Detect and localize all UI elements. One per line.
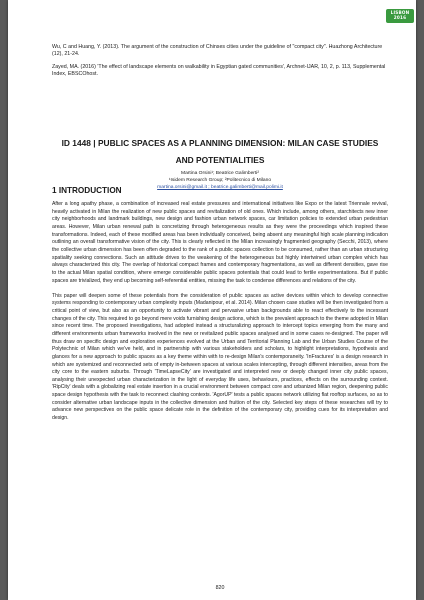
conference-logo <box>386 9 414 23</box>
author-names: Martina Orsini¹; Beatrice Galimberti² <box>181 171 259 176</box>
author-affiliations: ¹Isidem Research Group; ²Politecnico di Milano <box>168 177 272 183</box>
section-heading: 1 INTRODUCTION <box>52 186 122 195</box>
paper-page <box>8 0 416 600</box>
page-number: 820 <box>215 585 225 591</box>
reference-item: Zayed, MA. (2016) 'The effect of landscape elements on walkability in Egyptian gated communities', Archnet-IJAR, 10, 2, p. 113, Supplemental Index, EBSCOhost. <box>52 63 386 78</box>
reference-list <box>52 44 388 84</box>
reference-item: Wu, C and Huang, Y. (2013). The argument of the construction of Chinses cities under the guideline of "compact city". Huazhong Architecture (12), 21-24. <box>52 44 383 58</box>
author-emails[interactable]: martina.orsini@gmail.it ; beatrice.galimberti@mail.polimi.it <box>157 184 283 190</box>
body-text <box>52 201 388 430</box>
logo-line-2: 2016 <box>393 15 407 20</box>
paragraph: After a long apathy phase, a combination of increased real estate pressures and international initiatives like Expo or the latest Triennale revival, heavily activated in Milan the realization of new public spaces and revitalization of old ones. Which include, among others, starchitects new inner city neighborhoods and landmark buildings, new design and fashion urban network spaces, car limitation policies to extended urban pedestrian areas. However, Milan urban renewal path is concretizing through heterogeneous results as they were the proceedings which inspired these transformations. Indeed, each of these modified areas has been individually conceived, being absent any meaningful high scale planning indication outlining an overall transformative vision of the city. This is clearly reflected in the Milan increasingly fragmented geography (Secchi, 2013), where the collective urban dimension has been often degraded to the rank of a public spaces collection to be consumed, rather than an urban structuring spatiality seeking connections. Such an attitude drives to the weakening of the heterogeneous but highly intertwined urban complex which has always characterized this city. The overlap of historical compact frames and contemporary fragmentations, as well as different densities, gave rise to the actual Milan spatial condition, where emerge considerable public spaces potentials that could lead to fertile experimentations. But if public spaces are trivialized, they end up becoming self-referential entities, missing the task to condense differences and relations of the city. <box>52 201 388 284</box>
paper-title: ID 1448 | PUBLIC SPACES AS A PLANNING DIMENSION: MILAN CASE STUDIES AND POTENTIALITIES <box>61 138 379 165</box>
paragraph: This paper will deepen some of these potentials from the consideration of public spaces as active devices within which to develop connective systems responding to contemporary urban complexity inputs (Madanipour, et al. 2014). Milan chosen case studies will be then investigated from a critical point of view, but also as an opportunity to activate vibrant and pervasive urban backgrounds able to react effectively to the incessant changes of the city. This required to go beyond mere voids furnishing design actions, which is the prevalent approach to the theme adopted in Milan since recent time. The proposed investigations, had adopted instead a structuralizing approach to intercept topics emerging from the many and different environments urban frameworks involved in the new or revitalized public spaces analysed and in some cases re-designed. The paper will thus draw on specific design and exploration experiences evolved at the Urban and Territorial Planning Lab and the Urban Studies Course of the Polytechnic of Milan which we've held, and in partnership with various stakeholders and scholars, to highlight interpretations, hypothesis and glances for a new approach to public spaces as a key theme within with to re-design Milan's contemporaneity. 'InFractures' is a design research in which are systemized and reconnected sets of empty in-between spaces at various scales intercepting, through different intensities, areas from the city core to the eastern suburbs. Through 'TimeLapseCity' are investigated and interpreted new or deeply changed inner city public spaces, analysing their unexpected urban characterization in the light of everyday life uses, behaviours, practices, effects on the surrounding context. 'RipCity' deals with a globalizing real estate insertion in a crucial environment between compact core and urbanized Milan region, deepening public space design hypothesis with the task to reconnect clashing contexts. 'AgorUP' tests a public spaces network utilizing flat rooftop surfaces, so as to consider alternative urban landscape inputs in the collective dimension and fruition of the city. Selected key steps of these researches will try to advance new perspectives on the public space delicate role in the definition of the contemporary city, providing cues for its interpretation and design. <box>52 292 388 422</box>
logo-line-1: LISBON <box>390 10 410 16</box>
